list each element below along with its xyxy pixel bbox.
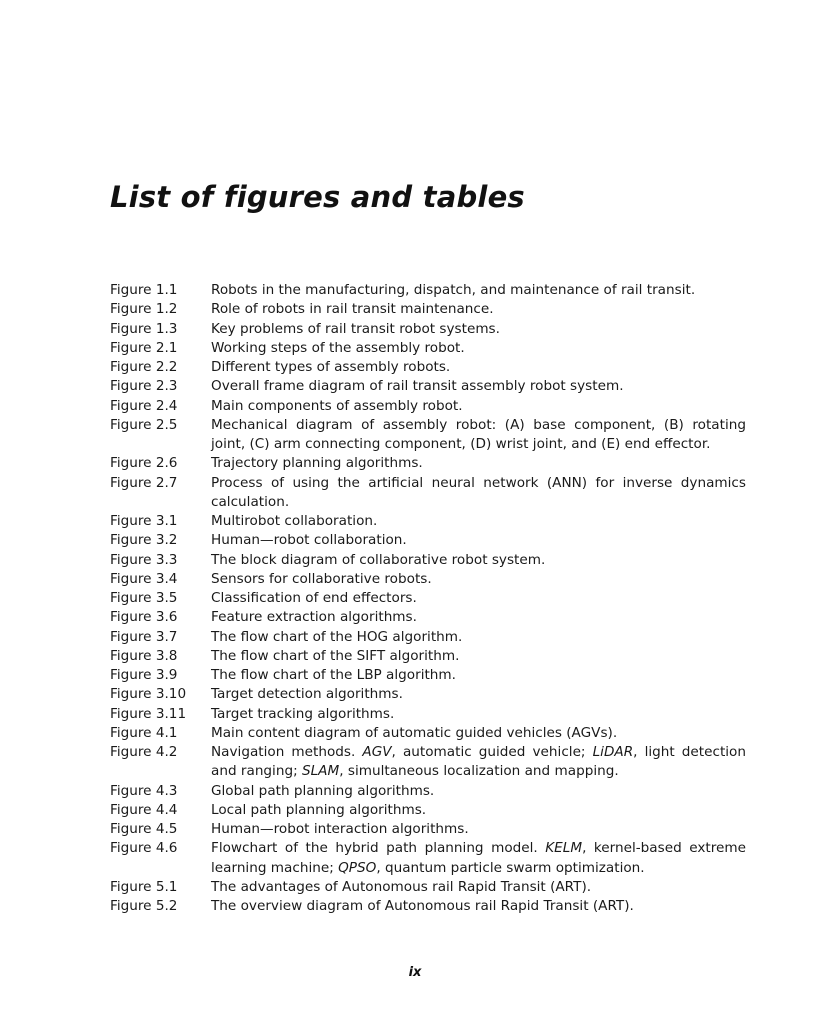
figure-label: Figure 3.9 [110,667,178,683]
figure-caption: The flow chart of the HOG algorithm. [211,628,463,645]
figure-caption: Role of robots in rail transit maintenance. [211,301,494,318]
figure-label: Figure 4.6 [110,840,178,857]
list-item [110,339,746,358]
figure-label: Figure 1.1 [110,282,178,298]
abbreviation: KELM [545,840,583,857]
figure-caption: Multirobot collaboration. [211,513,378,529]
list-item [110,281,746,300]
figure-label: Figure 3.8 [110,647,178,664]
caption-text: , automatic guided vehicle; [391,744,593,760]
figure-caption: The flow chart of the LBP algorithm. [211,667,456,683]
figure-caption: Mechanical diagram of assembly robot: (A) base component, (B) rotating joint, (C) arm connecting component, (D) wrist joint, and (E) end effector. [211,416,746,452]
list-item [110,820,746,839]
figure-label: Figure 4.2 [110,744,178,760]
list-item [110,589,746,608]
figure-caption: Working steps of the assembly robot. [211,339,465,356]
list-item [110,454,746,473]
figure-caption: Target detection algorithms. [211,686,403,703]
figure-caption: Local path planning algorithms. [211,801,427,818]
figure-label: Figure 5.1 [110,878,178,895]
figure-caption: The overview diagram of Autonomous rail Rapid Transit (ART). [211,898,634,914]
figure-label: Figure 3.11 [110,705,187,722]
figure-label: Figure 4.5 [110,821,178,837]
abbreviation: AGV [362,744,392,760]
figure-caption: Key problems of rail transit robot systems. [211,320,500,337]
figure-caption: Main components of assembly robot. [211,397,463,414]
figure-list [110,281,746,916]
abbreviation: SLAM [301,763,340,780]
figure-caption: Classification of end effectors. [211,590,417,606]
figure-label: Figure 3.6 [110,609,178,626]
figure-label: Figure 3.5 [110,590,178,606]
figure-caption: The block diagram of collaborative robot system. [211,551,546,568]
figure-label: Figure 3.4 [110,570,178,587]
figure-label: Figure 4.1 [110,724,178,741]
page-number: ix [408,965,422,980]
caption-text: Flowchart of the hybrid path planning model. [211,840,546,857]
caption-text: Navigation methods. [211,744,363,760]
figure-label: Figure 2.3 [110,378,178,395]
figure-label: Figure 3.7 [110,628,178,645]
figure-caption: Feature extraction algorithms. [211,609,417,626]
figure-caption: Process of using the artificial neural network (ANN) for inverse dynamics calculation. [211,474,746,510]
figure-label: Figure 4.4 [110,801,178,818]
figure-caption [211,839,746,878]
list-item [110,358,746,377]
caption-text: , quantum particle swarm optimization. [376,859,645,876]
list-item [110,628,746,647]
list-item [110,705,746,724]
figure-caption: Trajectory planning algorithms. [211,455,423,472]
figure-label: Figure 2.4 [110,397,178,414]
list-item [110,416,746,455]
list-item [110,647,746,666]
list-item [110,377,746,396]
figure-label: Figure 2.2 [110,359,178,375]
caption-text: , kernel-based extreme learning machine; [211,840,746,876]
figure-caption: Sensors for collaborative robots. [211,570,432,587]
figure-label: Figure 3.10 [110,686,187,703]
figure-label: Figure 3.2 [110,532,178,549]
figure-label: Figure 2.7 [110,474,178,491]
figure-label: Figure 3.1 [110,513,178,529]
list-item [110,474,746,513]
list-item [110,801,746,820]
list-item [110,300,746,319]
figure-label: Figure 1.3 [110,320,178,337]
figure-caption: Target tracking algorithms. [211,705,395,722]
figure-caption: Global path planning algorithms. [211,782,435,799]
figure-caption: Overall frame diagram of rail transit assembly robot system. [211,378,624,395]
figure-label: Figure 5.2 [110,898,178,914]
list-item [110,685,746,704]
figure-caption: Robots in the manufacturing, dispatch, and maintenance of rail transit. [211,282,696,298]
list-item [110,839,746,878]
list-item [110,320,746,339]
list-item [110,878,746,897]
figure-caption [211,743,746,782]
list-item [110,743,746,782]
list-item [110,897,746,916]
list-item [110,551,746,570]
abbreviation: QPSO [338,859,377,876]
list-item [110,666,746,685]
figure-label: Figure 3.3 [110,551,178,568]
caption-text: , simultaneous localization and mapping. [339,763,619,780]
list-item [110,724,746,743]
figure-caption: The flow chart of the SIFT algorithm. [211,647,460,664]
figure-caption: The advantages of Autonomous rail Rapid Transit (ART). [211,878,592,895]
list-item [110,397,746,416]
figure-caption: Human—robot collaboration. [211,532,407,549]
figure-label: Figure 2.5 [110,416,178,433]
figure-label: Figure 2.6 [110,455,178,472]
list-item [110,608,746,627]
list-item [110,512,746,531]
list-item [110,570,746,589]
figure-caption: Main content diagram of automatic guided vehicles (AGVs). [211,724,618,741]
list-item [110,531,746,550]
figure-label: Figure 1.2 [110,301,178,318]
page-title: List of figures and tables [110,180,525,214]
figure-label: Figure 4.3 [110,782,178,799]
figure-caption: Human—robot interaction algorithms. [211,821,469,837]
caption-text: , light detection and ranging; [211,744,746,780]
list-item [110,782,746,801]
figure-label: Figure 2.1 [110,339,178,356]
abbreviation: LiDAR [592,744,634,760]
figure-caption: Different types of assembly robots. [211,359,451,375]
